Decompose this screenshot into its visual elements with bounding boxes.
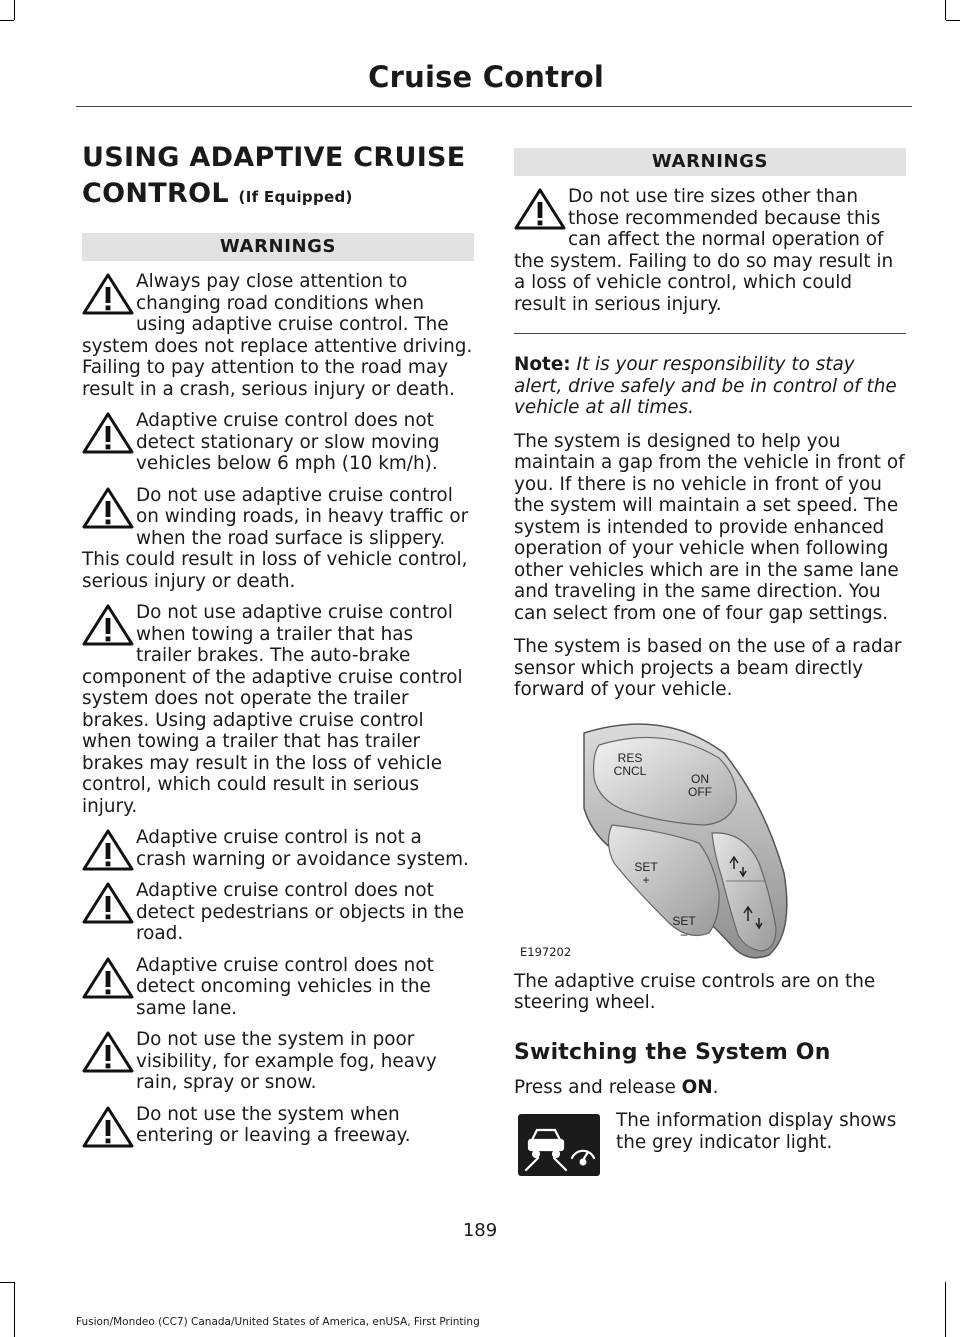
right-column (514, 140, 906, 1190)
warning-item (82, 410, 474, 475)
warning-triangle-icon (82, 486, 134, 538)
crop-mark (14, 1282, 15, 1337)
off-label: OFF (688, 784, 712, 799)
crop-mark (14, 0, 15, 20)
indicator-row (514, 1110, 906, 1190)
warning-item (82, 271, 474, 400)
warning-text: Do not use the system when entering or leaving a freeway. (136, 1103, 411, 1146)
body-paragraph: The system is based on the use of a radar sensor which projects a beam directly forward of your vehicle. (514, 636, 902, 700)
crop-mark (0, 1282, 14, 1283)
warning-text: Always pay close attention to changing road conditions when using adaptive cruise control. The system does not replace attentive driving. Failing to pay attention to the road may result in a crash, serious injury or death. (82, 271, 473, 400)
warning-item (82, 880, 474, 945)
warning-triangle-icon (82, 1030, 134, 1082)
warning-item (82, 485, 474, 593)
warning-text: Adaptive cruise control does not detect stationary or slow moving vehicles below 6 mph (10 km/h). (136, 410, 440, 474)
cncl-label: CNCL (613, 763, 647, 778)
crop-mark (0, 20, 14, 21)
warnings-list (514, 186, 906, 315)
minus-label: – (680, 926, 688, 941)
warning-triangle-icon (82, 1105, 134, 1157)
body-paragraph: The system is designed to help you maintain a gap from the vehicle in front of you. If there is no vehicle in front of you the system will maintain a set speed. The system is intended to provide enhanced operation of your vehicle when following other vehicles which are in the same lane and traveling in the same direction. You can select from one of four gap settings. (514, 430, 905, 624)
warning-text: Adaptive cruise control is not a crash warning or avoidance system. (136, 827, 469, 870)
warning-triangle-icon (82, 956, 134, 1008)
warning-triangle-icon (82, 881, 134, 933)
on-key-label: ON (681, 1076, 713, 1098)
note-text: It is your responsibility to stay alert, drive safely and be in control of the vehicle at all times. (514, 354, 897, 418)
warning-triangle-icon (82, 828, 134, 880)
warning-triangle-icon (82, 603, 134, 655)
warnings-heading: WARNINGS (82, 233, 474, 261)
indicator-description: The information display shows the grey indicator light. (616, 1110, 897, 1153)
figure-code: E197202 (520, 944, 572, 959)
press-instruction (514, 1077, 906, 1099)
warning-item (82, 602, 474, 817)
set-minus-label: SET (672, 913, 696, 928)
warning-text: Adaptive cruise control does not detect oncoming vehicles in the same lane. (136, 954, 434, 1019)
crop-mark (946, 20, 960, 21)
warning-item (82, 955, 474, 1020)
subsection-heading: Switching the System On (514, 1039, 831, 1065)
warnings-list (82, 271, 474, 1147)
set-plus-label: SET (634, 859, 658, 874)
warning-item (82, 1104, 474, 1147)
press-suffix: . (712, 1076, 719, 1098)
warning-item (82, 827, 474, 870)
adaptive-cruise-indicator-icon (518, 1114, 600, 1176)
page-header-title: Cruise Control (368, 60, 604, 94)
res-label: RES (617, 750, 643, 765)
section-title (82, 140, 474, 215)
plus-label: + (642, 872, 650, 887)
page-number: 189 (462, 1220, 498, 1241)
warning-item (82, 1029, 474, 1094)
note-paragraph (514, 354, 906, 419)
on-label: ON (691, 771, 709, 786)
warning-triangle-icon (514, 187, 566, 239)
warning-triangle-icon (82, 411, 134, 463)
cruise-control-figure (514, 713, 906, 963)
warning-text: Do not use tire sizes other than those recommended because this can affect the normal operation of the system. Failing to do so may result in a loss of vehicle control, which could result in serious injury. (514, 186, 894, 315)
section-title-text: USING ADAPTIVE CRUISE CONTROL (82, 142, 466, 209)
press-prefix: Press and release (514, 1076, 682, 1098)
note-label: Note: (514, 354, 571, 375)
crop-mark (945, 1282, 946, 1337)
left-column (82, 140, 474, 1157)
warning-text: Do not use adaptive cruise control on winding roads, in heavy traffic or when the road surface is slippery. This could result in loss of vehicle control, serious injury or death. (82, 484, 469, 592)
warning-triangle-icon (82, 272, 134, 324)
warnings-heading: WARNINGS (514, 148, 906, 176)
section-title-suffix: (If Equipped) (238, 188, 353, 206)
warning-item (514, 186, 906, 315)
steering-wheel-controls-illustration (514, 713, 906, 963)
warnings-end-divider (514, 333, 906, 334)
crop-mark (945, 0, 946, 20)
warning-text: Do not use the system in poor visibility, for example fog, heavy rain, spray or snow. (136, 1029, 437, 1093)
figure-caption: The adaptive cruise controls are on the steering wheel. (514, 970, 876, 1013)
header-divider (76, 106, 912, 107)
warning-text: Adaptive cruise control does not detect pedestrians or objects in the road. (136, 880, 465, 944)
warning-text: Do not use adaptive cruise control when towing a trailer that has trailer brakes. The auto-brake component of the adaptive cruise control system does not operate the trailer brakes. Using adaptive cruise control when towing a trailer that has trailer brakes may result in the loss of vehicle control, which could result in serious injury. (82, 602, 463, 817)
page-footer: Fusion/Mondeo (CC7) Canada/United States of America, enUSA, First Printing (76, 1316, 480, 1328)
